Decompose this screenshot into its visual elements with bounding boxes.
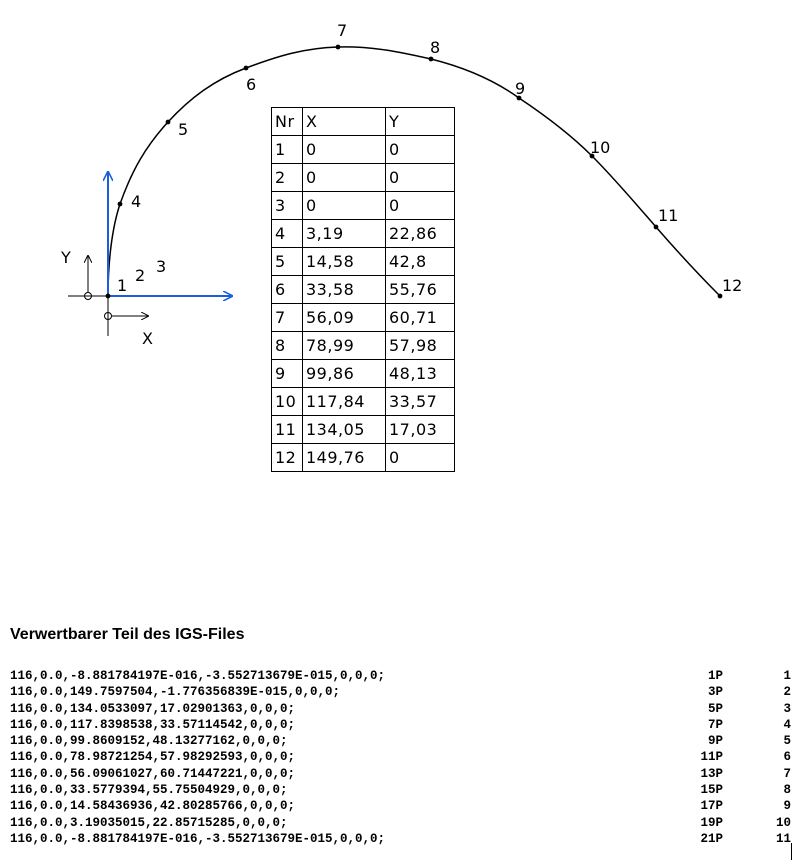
table-row bbox=[272, 360, 455, 388]
igs-pointer: 7P bbox=[707, 717, 723, 732]
igs-sequence: 9 bbox=[783, 799, 791, 814]
table-row bbox=[272, 416, 455, 444]
igs-line bbox=[10, 733, 795, 749]
table-header-row bbox=[272, 108, 455, 136]
table-row bbox=[272, 388, 455, 416]
point-label-1: 1 bbox=[117, 276, 128, 295]
igs-record: 116,0.0,78.98721254,57.98292593,0,0,0; bbox=[10, 750, 296, 765]
point-marker-11 bbox=[654, 225, 659, 230]
igs-record: 116,0.0,99.8609152,48.13277162,0,0,0; bbox=[10, 734, 288, 749]
table-row bbox=[272, 304, 455, 332]
igs-pointer: 11P bbox=[700, 750, 723, 765]
cell-nr: 10 bbox=[272, 388, 303, 416]
igs-sequence: 1 bbox=[783, 669, 791, 683]
cell-x: 117,84 bbox=[303, 388, 386, 416]
table-row bbox=[272, 444, 455, 472]
cell-nr: 5 bbox=[272, 248, 303, 276]
igs-record: 116,0.0,117.8398538,33.57114542,0,0,0; bbox=[10, 717, 296, 732]
cell-x: 78,99 bbox=[303, 332, 386, 360]
igs-line bbox=[10, 749, 795, 765]
point-marker-6 bbox=[244, 66, 249, 71]
point-label-4: 4 bbox=[131, 192, 142, 211]
cell-y: 0 bbox=[386, 164, 455, 192]
igs-pointer: 13P bbox=[700, 766, 723, 781]
header-x: X bbox=[303, 108, 386, 136]
cell-y: 48,13 bbox=[386, 360, 455, 388]
cell-y: 17,03 bbox=[386, 416, 455, 444]
igs-sequence: 4 bbox=[783, 717, 791, 732]
cell-nr: 12 bbox=[272, 444, 303, 472]
cell-nr: 3 bbox=[272, 192, 303, 220]
igs-record: 116,0.0,3.19035015,22.85715285,0,0,0; bbox=[10, 815, 288, 830]
igs-record: 116,0.0,14.58436936,42.80285766,0,0,0; bbox=[10, 799, 296, 814]
cell-x: 99,86 bbox=[303, 360, 386, 388]
section-title: Verwertbarer Teil des IGS-Files bbox=[10, 626, 245, 643]
igs-pointer: 1P bbox=[707, 669, 723, 683]
igs-sequence: 3 bbox=[783, 701, 791, 716]
coordinates-table bbox=[271, 107, 455, 472]
cell-nr: 1 bbox=[272, 136, 303, 164]
cell-x: 134,05 bbox=[303, 416, 386, 444]
x-axis-label: X bbox=[142, 329, 153, 348]
cell-y: 0 bbox=[386, 136, 455, 164]
text-cursor bbox=[791, 843, 792, 860]
point-marker-5 bbox=[166, 120, 171, 125]
cell-nr: 8 bbox=[272, 332, 303, 360]
igs-sequence: 7 bbox=[783, 766, 791, 781]
point-marker-8 bbox=[429, 57, 434, 62]
igs-pointer: 9P bbox=[707, 734, 723, 749]
igs-sequence: 6 bbox=[783, 750, 791, 765]
igs-sequence: 11 bbox=[775, 831, 791, 846]
igs-pointer: 19P bbox=[700, 815, 723, 830]
point-label-11: 11 bbox=[658, 206, 679, 225]
cell-y: 22,86 bbox=[386, 220, 455, 248]
igs-sequence: 10 bbox=[775, 815, 791, 830]
cell-x: 0 bbox=[303, 164, 386, 192]
cell-x: 0 bbox=[303, 192, 386, 220]
igs-sequence: 2 bbox=[783, 685, 791, 700]
point-label-7: 7 bbox=[337, 21, 348, 40]
point-label-3: 3 bbox=[156, 257, 167, 276]
cell-x: 14,58 bbox=[303, 248, 386, 276]
cell-nr: 7 bbox=[272, 304, 303, 332]
cell-nr: 4 bbox=[272, 220, 303, 248]
igs-pointer: 21P bbox=[700, 831, 723, 846]
igs-line bbox=[10, 766, 795, 782]
igs-record: 116,0.0,56.09061027,60.71447221,0,0,0; bbox=[10, 766, 296, 781]
cell-y: 57,98 bbox=[386, 332, 455, 360]
table-row bbox=[272, 136, 455, 164]
header-y: Y bbox=[386, 108, 455, 136]
igs-sequence: 5 bbox=[783, 734, 791, 749]
point-label-6: 6 bbox=[246, 75, 257, 94]
igs-line bbox=[10, 831, 795, 847]
point-label-12: 12 bbox=[722, 276, 743, 295]
point-marker-1 bbox=[106, 294, 111, 299]
cell-y: 0 bbox=[386, 192, 455, 220]
igs-line bbox=[10, 717, 795, 733]
point-label-9: 9 bbox=[515, 79, 526, 98]
igs-pointer: 17P bbox=[700, 799, 723, 814]
cell-y: 60,71 bbox=[386, 304, 455, 332]
point-label-2: 2 bbox=[135, 266, 146, 285]
igs-line bbox=[10, 684, 795, 700]
point-label-5: 5 bbox=[178, 120, 189, 139]
igs-line bbox=[10, 798, 795, 814]
table-row bbox=[272, 164, 455, 192]
igs-record: 116,0.0,-8.881784197E-016,-3.552713679E-015,0,0,0; bbox=[10, 669, 386, 683]
cell-y: 33,57 bbox=[386, 388, 455, 416]
igs-record: 116,0.0,33.5779394,55.75504929,0,0,0; bbox=[10, 783, 288, 798]
igs-line bbox=[10, 668, 795, 684]
point-marker-7 bbox=[336, 45, 341, 50]
cell-x: 149,76 bbox=[303, 444, 386, 472]
igs-line bbox=[10, 815, 795, 831]
table-row bbox=[272, 192, 455, 220]
cell-x: 33,58 bbox=[303, 276, 386, 304]
cell-nr: 9 bbox=[272, 360, 303, 388]
table-row bbox=[272, 248, 455, 276]
cell-y: 55,76 bbox=[386, 276, 455, 304]
igs-record: 116,0.0,134.0533097,17.02901363,0,0,0; bbox=[10, 701, 296, 716]
igs-sequence: 8 bbox=[783, 783, 791, 798]
table-row bbox=[272, 220, 455, 248]
table-row bbox=[272, 276, 455, 304]
cell-x: 0 bbox=[303, 136, 386, 164]
igs-pointer: 3P bbox=[707, 685, 723, 700]
table-row bbox=[272, 332, 455, 360]
igs-record: 116,0.0,-8.881784197E-016,-3.552713679E-015,0,0,0; bbox=[10, 831, 386, 846]
igs-line bbox=[10, 701, 795, 717]
cell-y: 42,8 bbox=[386, 248, 455, 276]
header-nr: Nr bbox=[272, 108, 303, 136]
point-marker-4 bbox=[118, 202, 123, 207]
cell-y: 0 bbox=[386, 444, 455, 472]
igs-pointer: 15P bbox=[700, 783, 723, 798]
cell-nr: 6 bbox=[272, 276, 303, 304]
igs-pointer: 5P bbox=[707, 701, 723, 716]
igs-record: 116,0.0,149.7597504,-1.776356839E-015,0,0,0; bbox=[10, 685, 341, 700]
point-label-8: 8 bbox=[430, 38, 441, 57]
cell-nr: 2 bbox=[272, 164, 303, 192]
igs-listing bbox=[10, 668, 795, 847]
cell-nr: 11 bbox=[272, 416, 303, 444]
cell-x: 3,19 bbox=[303, 220, 386, 248]
point-label-10: 10 bbox=[590, 138, 611, 157]
y-axis-label: Y bbox=[61, 248, 71, 267]
cell-x: 56,09 bbox=[303, 304, 386, 332]
igs-line bbox=[10, 782, 795, 798]
